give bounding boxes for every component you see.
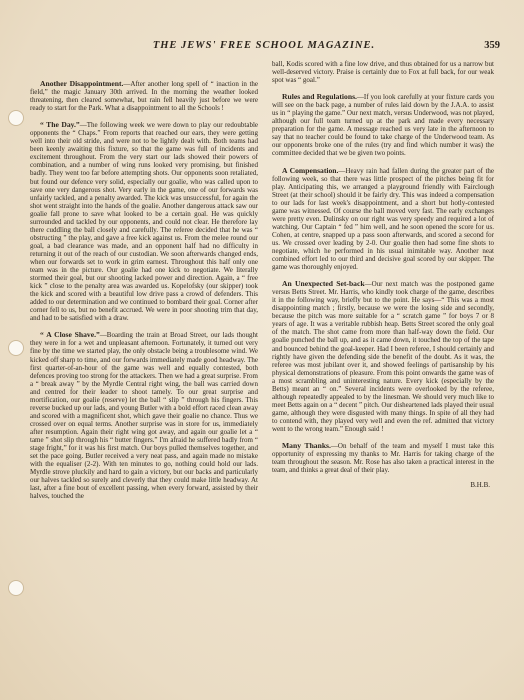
binding-hole (8, 340, 24, 356)
binding-hole (8, 580, 24, 596)
article-text: —Heavy rain had fallen during the greater part of the following week, so that there was little prospect of the pitches being fit for play. Anticipating this, we arranged a playground friendly with Fairclough Street (at their school) should it be fairly dry. This was indeed a compensation to our lads for last week's disappointment, and a short but hotly-contested game was witnessed. Of course the ball moved very fast. The early exchanges were pretty even. Dulinsky on our right was very speedy and required a lot of watching. Our Captain “ fed ” him well, and he soon opened the score for us. Cohen, at centre, snapped up a pass soon afterwards, and scored a second for us. We crossed over leading by 2-0. Our goalie then had some fine shots to negotiate, which he performed in his usual inimitable way. Another neat combined effort led to our third and decisive goal scored by our skipper. The game was thoroughly enjoyed. (272, 166, 495, 272)
article-text: —After another long spell of “ inaction in the field,” the magic January 30th arrived. In the morning the weather looked threatening, then cleared somewhat, but rain fell heavily just before we were ready to start for the Park. What a disappointment to all the Schools ! (30, 80, 258, 113)
article-heading: “ A Close Shave.” (40, 330, 100, 340)
article-heading: “ The Day.” (40, 120, 80, 130)
article-heading: Another Disappointment. (40, 79, 124, 88)
author-signature: B.H.B. (470, 481, 490, 490)
article-paragraph (272, 167, 494, 272)
article-text: —The following week we were down to play our redoubtable opponents the “ Chaps.” From reports that reached our ears, they were getting well into their old stride, and were not to be lightly dealt with. Both teams had been keenly awaiting this fixture, so that the game was full of incidents and excitement throughout. From the very start our lads showed their powers of combination, and a number of wing runs looked very promising, but finished badly. They went too far before attempting shots. Our opponents soon retaliated, but found our defence very solid, especially our goalie, who was called upon to save one very dangerous shot. Very early in the game, one of our forwards was unfairly tackled, and a penalty awarded. The kick was unsuccessful, for again the shot went straight into the hands of the goalie. Another dangerous attack saw our goalie fall prone to save what looked to be a certain goal. He was quickly surrounded and tackled by our opponents, and could not clear. He therefore lay there cuddling the ball closely and carefully. The referee decided that he was “ obstructing ” the play, and gave a free kick against us. From the melee round our goal, a bad clearance was made, and an opponent half had no difficulty in returning it out of the reach of our custodian. We soon afterwards changed ends, when our forwards set to work in grim earnest. Throughout this half only one team was in the picture. Our goalie had one kick to negotiate. We literally stormed their goal, but our shooting lacked power and direction. Again, a “ free kick ” close to the penalty area was awarded us. Kopelofsky (our skipper) took the kick and scored with a beautiful low drive pass a crowd of defenders. This added to our determination and we continued to bombard their goal. Corner after corner fell to us, but no benefit accrued. We were in poor shooting trim that day, and had to be satisfied with a draw. (30, 121, 258, 323)
article-paragraph (272, 60, 494, 84)
article-text: —Our next match was the postponed game versus Betts Street. Mr. Harris, who kindly took charge of the game, describes it in the following way, briefly but to the point. He says—“ This was a most disappointing match ; firstly, because we were the losing side and secondly, because the pitch was more suitable for a “ scratch game ” for boys 7 or 8 years of age. It was a veritable rubbish heap. Betts Street scored the only goal of the match. The shot came from more than half-way down the field. Our goalie punched the ball up, and as it came down, it touched the top of the tape and bounced behind the goal-keeper. Had I been referee, I should certainly and rightly have given the defending side the benefit of the doubt. As it was, the referee was most jubilant over it, and showed feelings of partisanship by his physical demonstrations of pleasure. From this point onwards the game was of a most scrambling and uninteresting nature. Every kick (especially by the Betts) meant an “ on.” Several incidents were overlooked by the referee, although repeatedly appealed to by the linesman. We should very much like to meet Betts again on a “ decent ” pitch. Our disheartened lads played their usual game, although they were disgusted with many things. In spite of all they had to contend with, they played very well and even the ref. admitted that victory went to the wrong team.” Enough said ! (272, 280, 494, 433)
article-text: —If you look carefully at your fixture cards you will see on the back page, a number of rules laid down by the J.A.A. to assist us in “ playing the game.” Our next match, versus Underwood, was not played, although our full team turned up at the park and made every necessary preparation for the game. A message reached us very late in the afternoon to say that no teacher could be found to take charge of the Underwood team. As our opponents broke one of the rules (try and find which number it was) the committee decided that we be given two points. (272, 93, 494, 158)
article-paragraph (30, 80, 258, 112)
article-paragraph (272, 280, 494, 433)
article-text: —On behalf of the team and myself I must take this opportunity of expressing my thanks to Mr. Harris for taking charge of the team throughout the season. Mr. Rose has also taken a practical interest in the team, and thinks a great deal of their play. (272, 442, 494, 475)
left-column (30, 80, 258, 509)
binding-hole (8, 110, 24, 126)
page-number: 359 (484, 40, 500, 51)
article-text: ball, Kodis scored with a fine low drive, and thus obtained for us a narrow but well-deserved victory. Praise is certainly due to Fox at full back, for our weak spot was “ goal.” (272, 60, 494, 85)
article-paragraph (272, 442, 494, 474)
page-header: THE JEWS' FREE SCHOOL MAGAZINE. (152, 40, 376, 51)
article-paragraph (272, 93, 494, 157)
article-heading: Rules and Regulations. (282, 92, 357, 102)
right-column (272, 60, 494, 489)
article-heading: An Unexpected Set-back (282, 279, 365, 289)
article-paragraph (30, 121, 258, 322)
article-heading: A Compensation. (282, 165, 339, 175)
article-text: —Boarding the train at Broad Street, our lads thought they were in for a wet and unpleasant afternoon. Fortunately, it turned out very fine by the time we started play, the only obstacle being a troublesome wind. We kicked off sharp to time, and our forwards immediately made good headway. The first quarter-of-an-hour of the game was well and equally contested, both defences proving too strong for the attackers. Then we had a great surprise. From a “ break away ” by the Myrdle Central right wing, the ball was carried down and centred for their leader to shoot tamely. To our great surprise and mortification, our goalie (reserve) let the ball “ slip ” through his fingers. This reverse bucked up our lads, and young Butler with a bold effort raced clean away and scored with a magnificent shot, which gave their goalie no chance. Thus we crossed over on equal terms. Another surprise was in store for us, immediately after resumption. Again their right wing got away, and again our goalie let a “ tame ” shot slip through his “ butter fingers.” I'm afraid he suffered badly from “ stage fright,” for it was his first match. Our boys pulled themselves together, and set the pace going. Butler received a very neat pass, and again made no mistake with the equaliser (2-2). With ten minutes to go, nothing could hold our lads. Myrdle strove pluckily and hard to gain a victory, but our backs and particularly our halves tackled so surely and cleverly that they could make little headway. At last, after a fine bout of excellent passing, when every forward, assisted by their halves, touched the (30, 331, 258, 501)
article-paragraph (30, 331, 258, 500)
article-heading: Many Thanks. (282, 441, 331, 451)
